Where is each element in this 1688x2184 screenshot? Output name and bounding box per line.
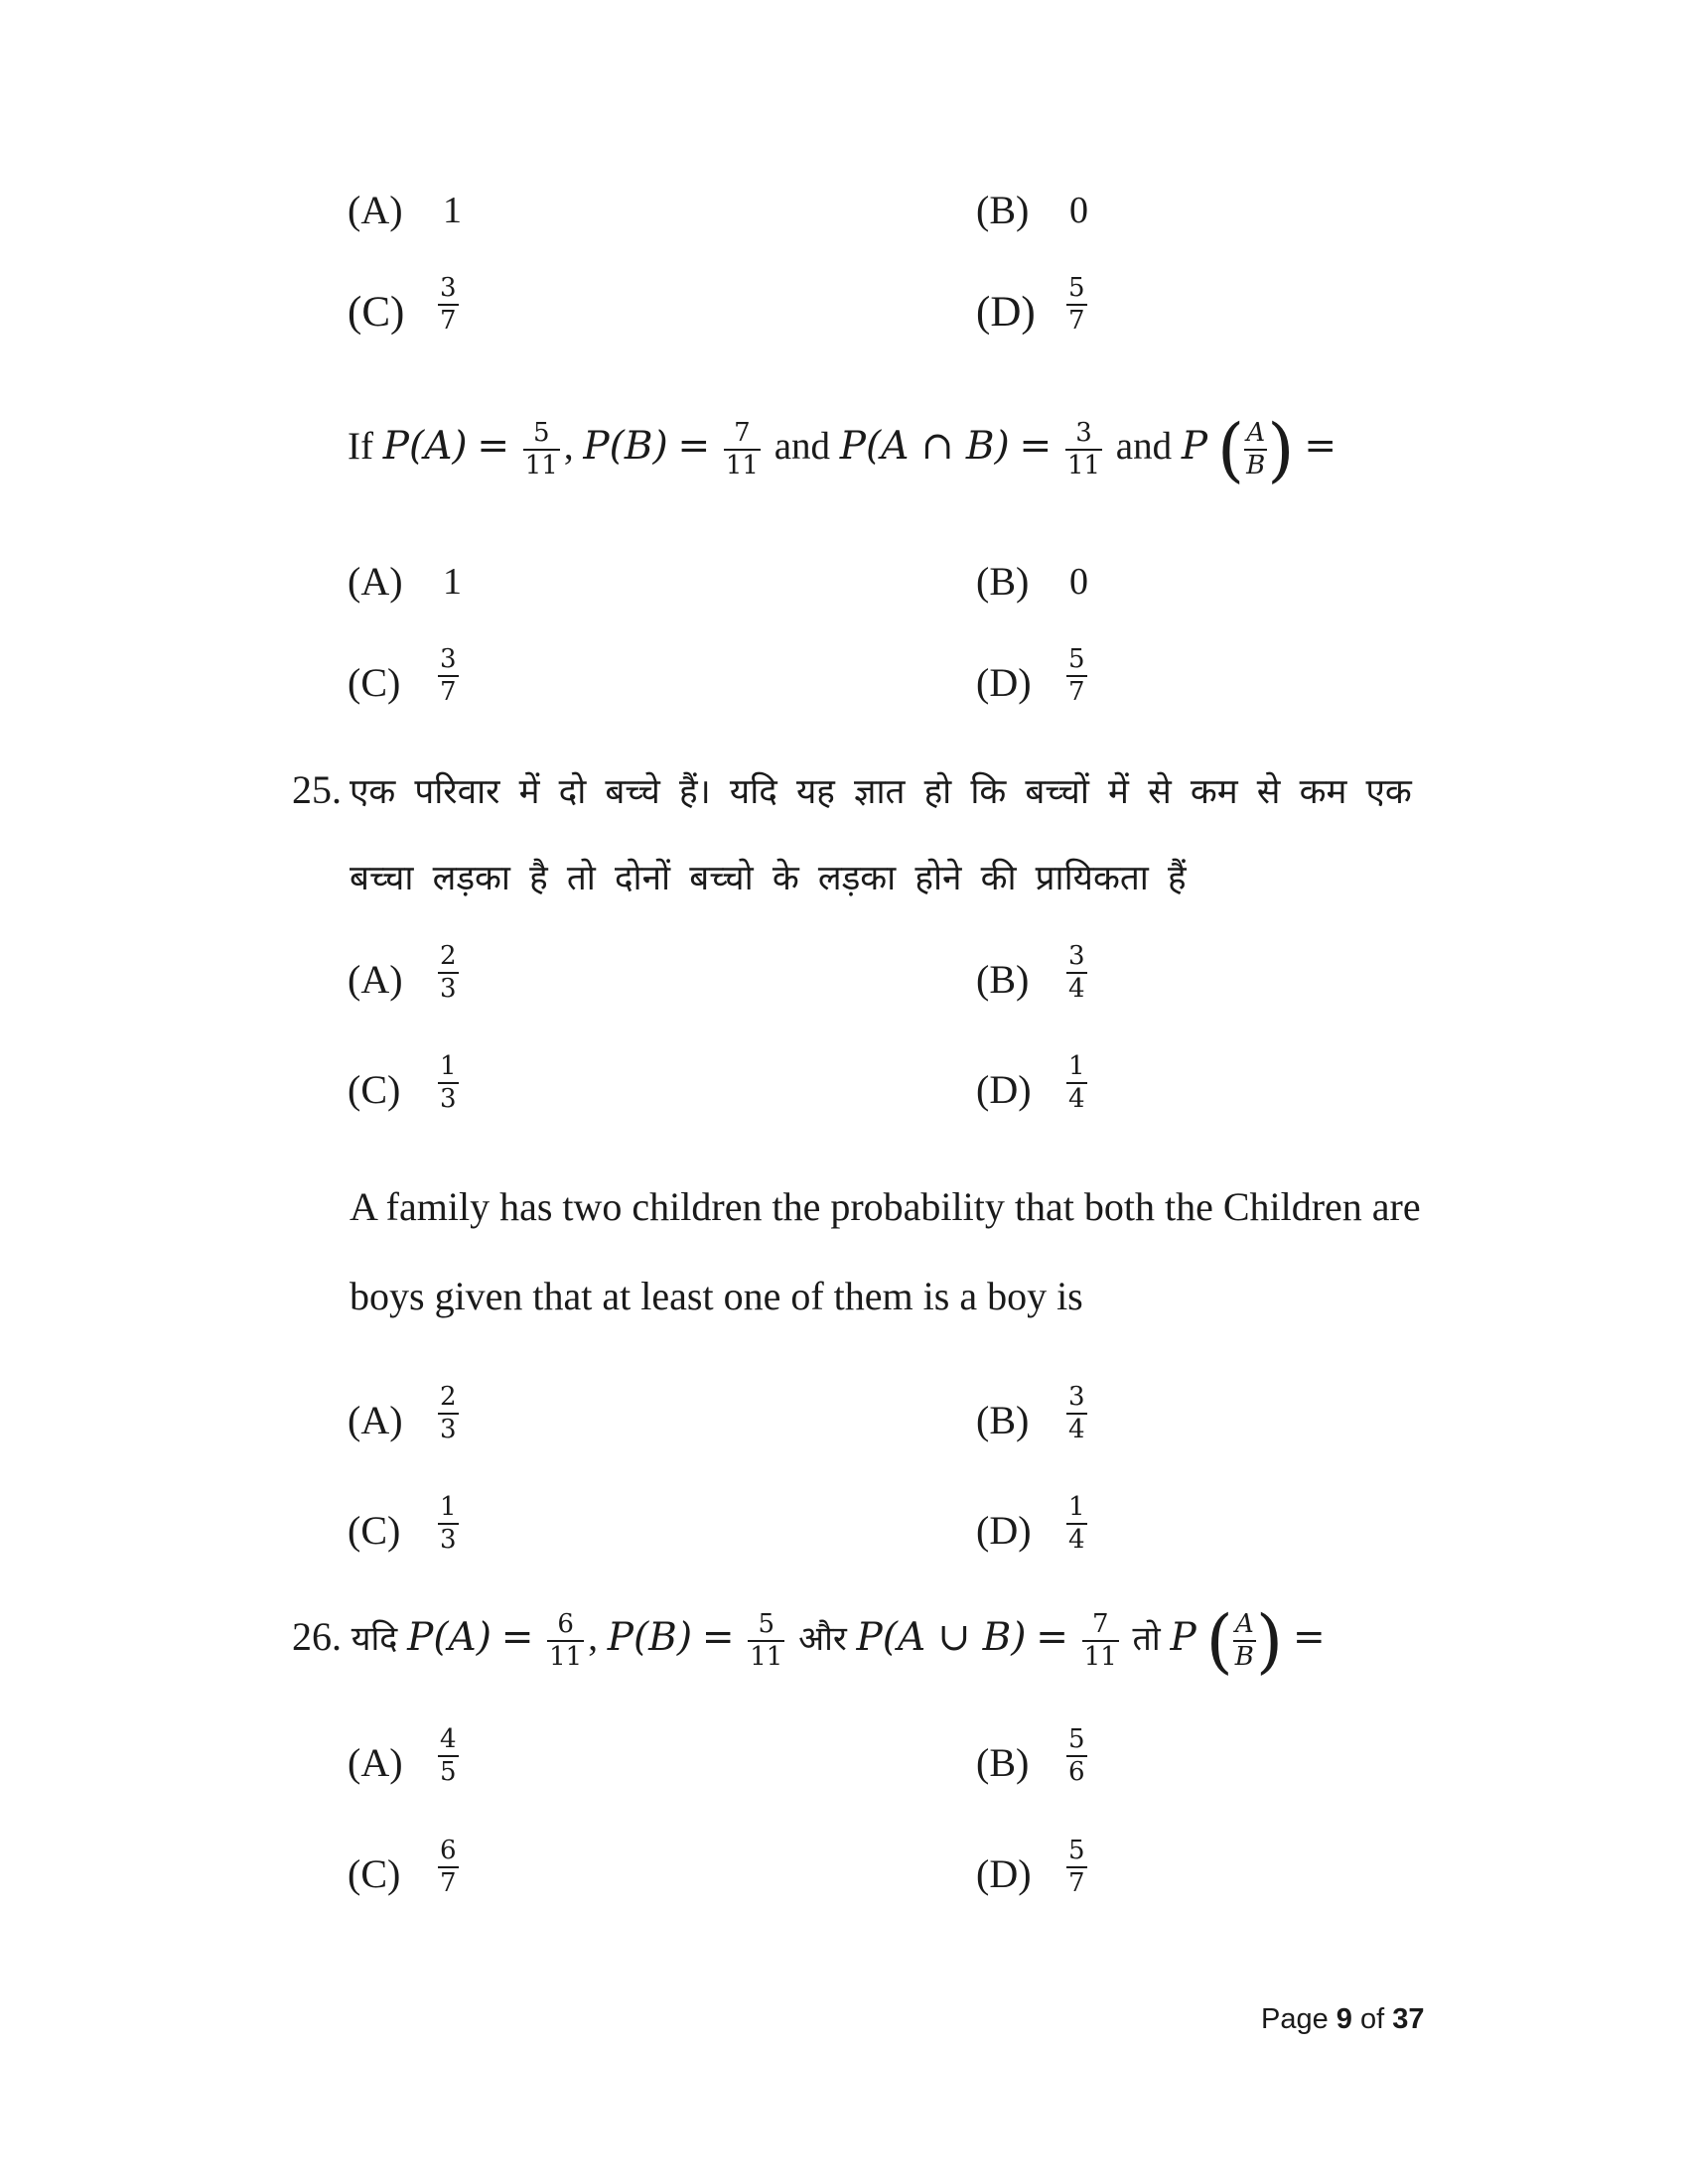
option-b-fraction: $\frac{3}{4}$ bbox=[1068, 1382, 1085, 1445]
option-b-value: 0 bbox=[1069, 190, 1088, 231]
option-d-label: (D) bbox=[976, 289, 1036, 336]
option-a-label: (A) bbox=[348, 1740, 403, 1785]
option-a-label: (A) bbox=[348, 559, 403, 604]
option-b-value: 0 bbox=[1069, 561, 1088, 603]
question-25-english-line-1: A family has two children the probability that both the Children are bbox=[350, 1184, 1421, 1229]
option-a-label: (A) bbox=[348, 957, 403, 1002]
question-26-equation: 26. यदि P(A) = $\frac{6}{11}$ , P(B) = $\frac{5}{11}$ और P(A ∪ B) = $\frac{7}{11}$ तो P ( $\frac{A}{B}$ ) = bbox=[292, 1600, 1326, 1682]
option-d-label: (D) bbox=[976, 660, 1032, 705]
option-d-fraction: $\frac{5}{7}$ bbox=[1068, 644, 1085, 708]
option-c-fraction: $\frac{6}{7}$ bbox=[440, 1836, 457, 1899]
option-c-fraction: $\frac{1}{3}$ bbox=[440, 1051, 457, 1115]
option-d-fraction: $\frac{5}{7}$ bbox=[1068, 273, 1085, 337]
option-c-fraction: $\frac{3}{7}$ bbox=[440, 644, 457, 708]
option-a-fraction: $\frac{2}{3}$ bbox=[440, 1382, 457, 1445]
option-b-fraction: $\frac{3}{4}$ bbox=[1068, 941, 1085, 1005]
option-c-fraction: $\frac{3}{7}$ bbox=[440, 273, 457, 337]
option-d-label: (D) bbox=[976, 1508, 1032, 1553]
option-d-fraction: $\frac{5}{7}$ bbox=[1068, 1836, 1085, 1899]
option-d-fraction: $\frac{1}{4}$ bbox=[1068, 1492, 1085, 1556]
option-c-fraction: $\frac{1}{3}$ bbox=[440, 1492, 457, 1556]
option-d-fraction: $\frac{1}{4}$ bbox=[1068, 1051, 1085, 1115]
option-a-label: (A) bbox=[348, 1398, 403, 1442]
option-c-label: (C) bbox=[348, 289, 405, 336]
option-b-label: (B) bbox=[976, 957, 1030, 1002]
option-b-label: (B) bbox=[976, 1740, 1030, 1785]
question-25-hindi-line-2: बच्चा लड़का है तो दोनों बच्चो के लड़का होने की प्रायिकता हैं bbox=[350, 859, 1187, 898]
option-c-label: (C) bbox=[348, 1851, 401, 1896]
page-number: Page 9 of 37 bbox=[1261, 2003, 1425, 2035]
option-b-label: (B) bbox=[976, 188, 1030, 232]
option-d-label: (D) bbox=[976, 1851, 1032, 1896]
option-a-fraction: $\frac{2}{3}$ bbox=[440, 941, 457, 1005]
option-b-label: (B) bbox=[976, 559, 1030, 604]
option-b-label: (B) bbox=[976, 1398, 1030, 1442]
question-25-hindi-line-1: एक परिवार में दो बच्चे हैं। यदि यह ज्ञात हो कि बच्चों में से कम से कम एक bbox=[350, 772, 1412, 812]
option-a-value: 1 bbox=[443, 561, 462, 603]
option-a-label: (A) bbox=[348, 188, 403, 232]
option-c-label: (C) bbox=[348, 1508, 401, 1553]
question-number: 25. bbox=[292, 767, 342, 812]
option-a-fraction: $\frac{4}{5}$ bbox=[440, 1724, 457, 1788]
question-25-english-line-2: boys given that at least one of them is a boy is bbox=[350, 1274, 1083, 1318]
option-a-value: 1 bbox=[443, 190, 462, 231]
option-b-fraction: $\frac{5}{6}$ bbox=[1068, 1724, 1085, 1788]
option-c-label: (C) bbox=[348, 1067, 401, 1112]
option-c-label: (C) bbox=[348, 660, 401, 705]
question-24-english-equation: If P(A) = $\frac{5}{11}$ , P(B) = $\frac{7}{11}$ and P(A ∩ B) = $\frac{3}{11}$ and P ( $\frac{A}{B}$ ) = bbox=[348, 409, 1337, 490]
option-d-label: (D) bbox=[976, 1067, 1032, 1112]
